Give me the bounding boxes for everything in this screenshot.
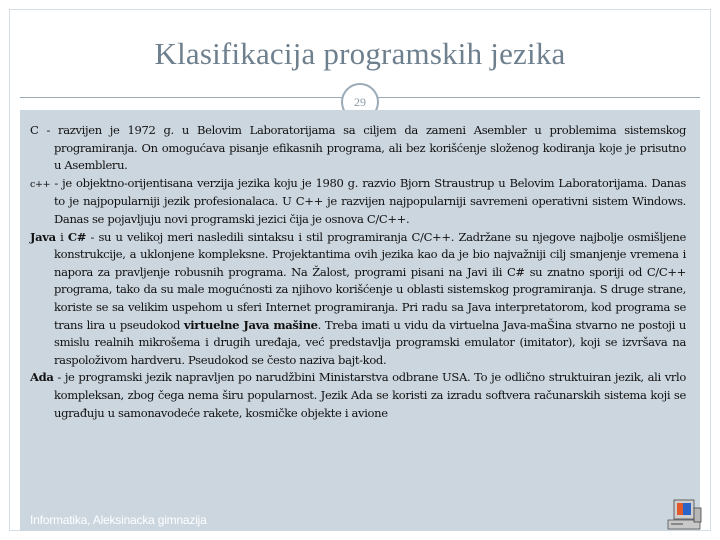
paragraph-ada-text: - je programski jezik napravljen po narudžbini Ministarstva odbrane USA. To je odlično struktuiran jezik, ali vrlo kompleksan, zbog čega nema širu popularnost. Jezik Ada se koristi za izradu softvera računarskih sistema koji se ugrađuju u samonavodeće rakete, kosmičke objekte i avione bbox=[53, 370, 686, 420]
emphasis-jvm: virtuelne Java mašine bbox=[183, 317, 318, 332]
term-java: Java bbox=[30, 229, 56, 244]
term-ada: Ada bbox=[30, 370, 54, 385]
slide-title: Klasifikacija programskih jezika bbox=[154, 36, 566, 71]
paragraph-cpp-text: - je objektno-orijentisana verzija jezika koju je 1980 g. razvio Bjorn Straustrup u Belovim Laboratorijama. Danas to je najpopularniji jezik profesionalaca. U C++ je razvijen najpopularniji savremeni operativni sistem Windows. Danas se pojavljuju novi programski jezici čija je osnova C/C++. bbox=[50, 175, 686, 226]
computer-icon bbox=[664, 498, 704, 532]
footer-text: Informatika, Aleksinacka gimnazija bbox=[30, 513, 207, 527]
term-cpp: c++ bbox=[30, 178, 51, 190]
paragraph-ada bbox=[30, 369, 686, 422]
paragraph-java-text-2: . Treba imati u vidu da virtuelna Java-maŠina stvarno ne postoji u smislu realnih mikrošema i drugih uređaja, već predstavlja programski emulator (imitator), koji se izvršava na raspoloživom hardveru. Pseudokod se često naziva bajt-kod. bbox=[54, 317, 686, 367]
paragraph-c-text: - razvijen je 1972 g. u Belovim Laboratorijama sa ciljem da zameni Asembler u problemima sistemskog programiranja. On omogućava pisanje efikasnih programa, ali bez korišćenje složenog kodiranja koje je prisutno u Asembleru. bbox=[38, 123, 686, 173]
term-c: C bbox=[30, 123, 39, 137]
term-joiner: i bbox=[55, 229, 68, 244]
slide-number-badge: 29 bbox=[341, 83, 379, 121]
paragraph-cpp bbox=[30, 175, 686, 229]
paragraph-java-text-1: - su u velikoj meri nasledili sintaksu i stil programiranja C/C++. Zadržane su njegove najbolje osmišljene konstrukcije, a uklonjene kompleksne. Projektantima ovih jezika kao da je bio najvažniji cilj smanjenje vremena i napora za pravljenje robusnih programa. Na Žalost, programi pisani na Javi ili C# su znatno sporiji od C/C++ programa, tako da su male mogućnosti za njihovo korišćenje u oblasti sistemskog programiranja. S druge strane, koriste se sa velikim uspehom u sferi Internet programiranja. Pri radu sa Java interpretatorom, kod programa se trans lira u pseudokod bbox=[54, 229, 686, 332]
slide-content bbox=[30, 122, 686, 422]
paragraph-c bbox=[30, 122, 686, 175]
paragraph-java-csharp bbox=[30, 229, 686, 370]
term-csharp: C# bbox=[67, 229, 87, 244]
